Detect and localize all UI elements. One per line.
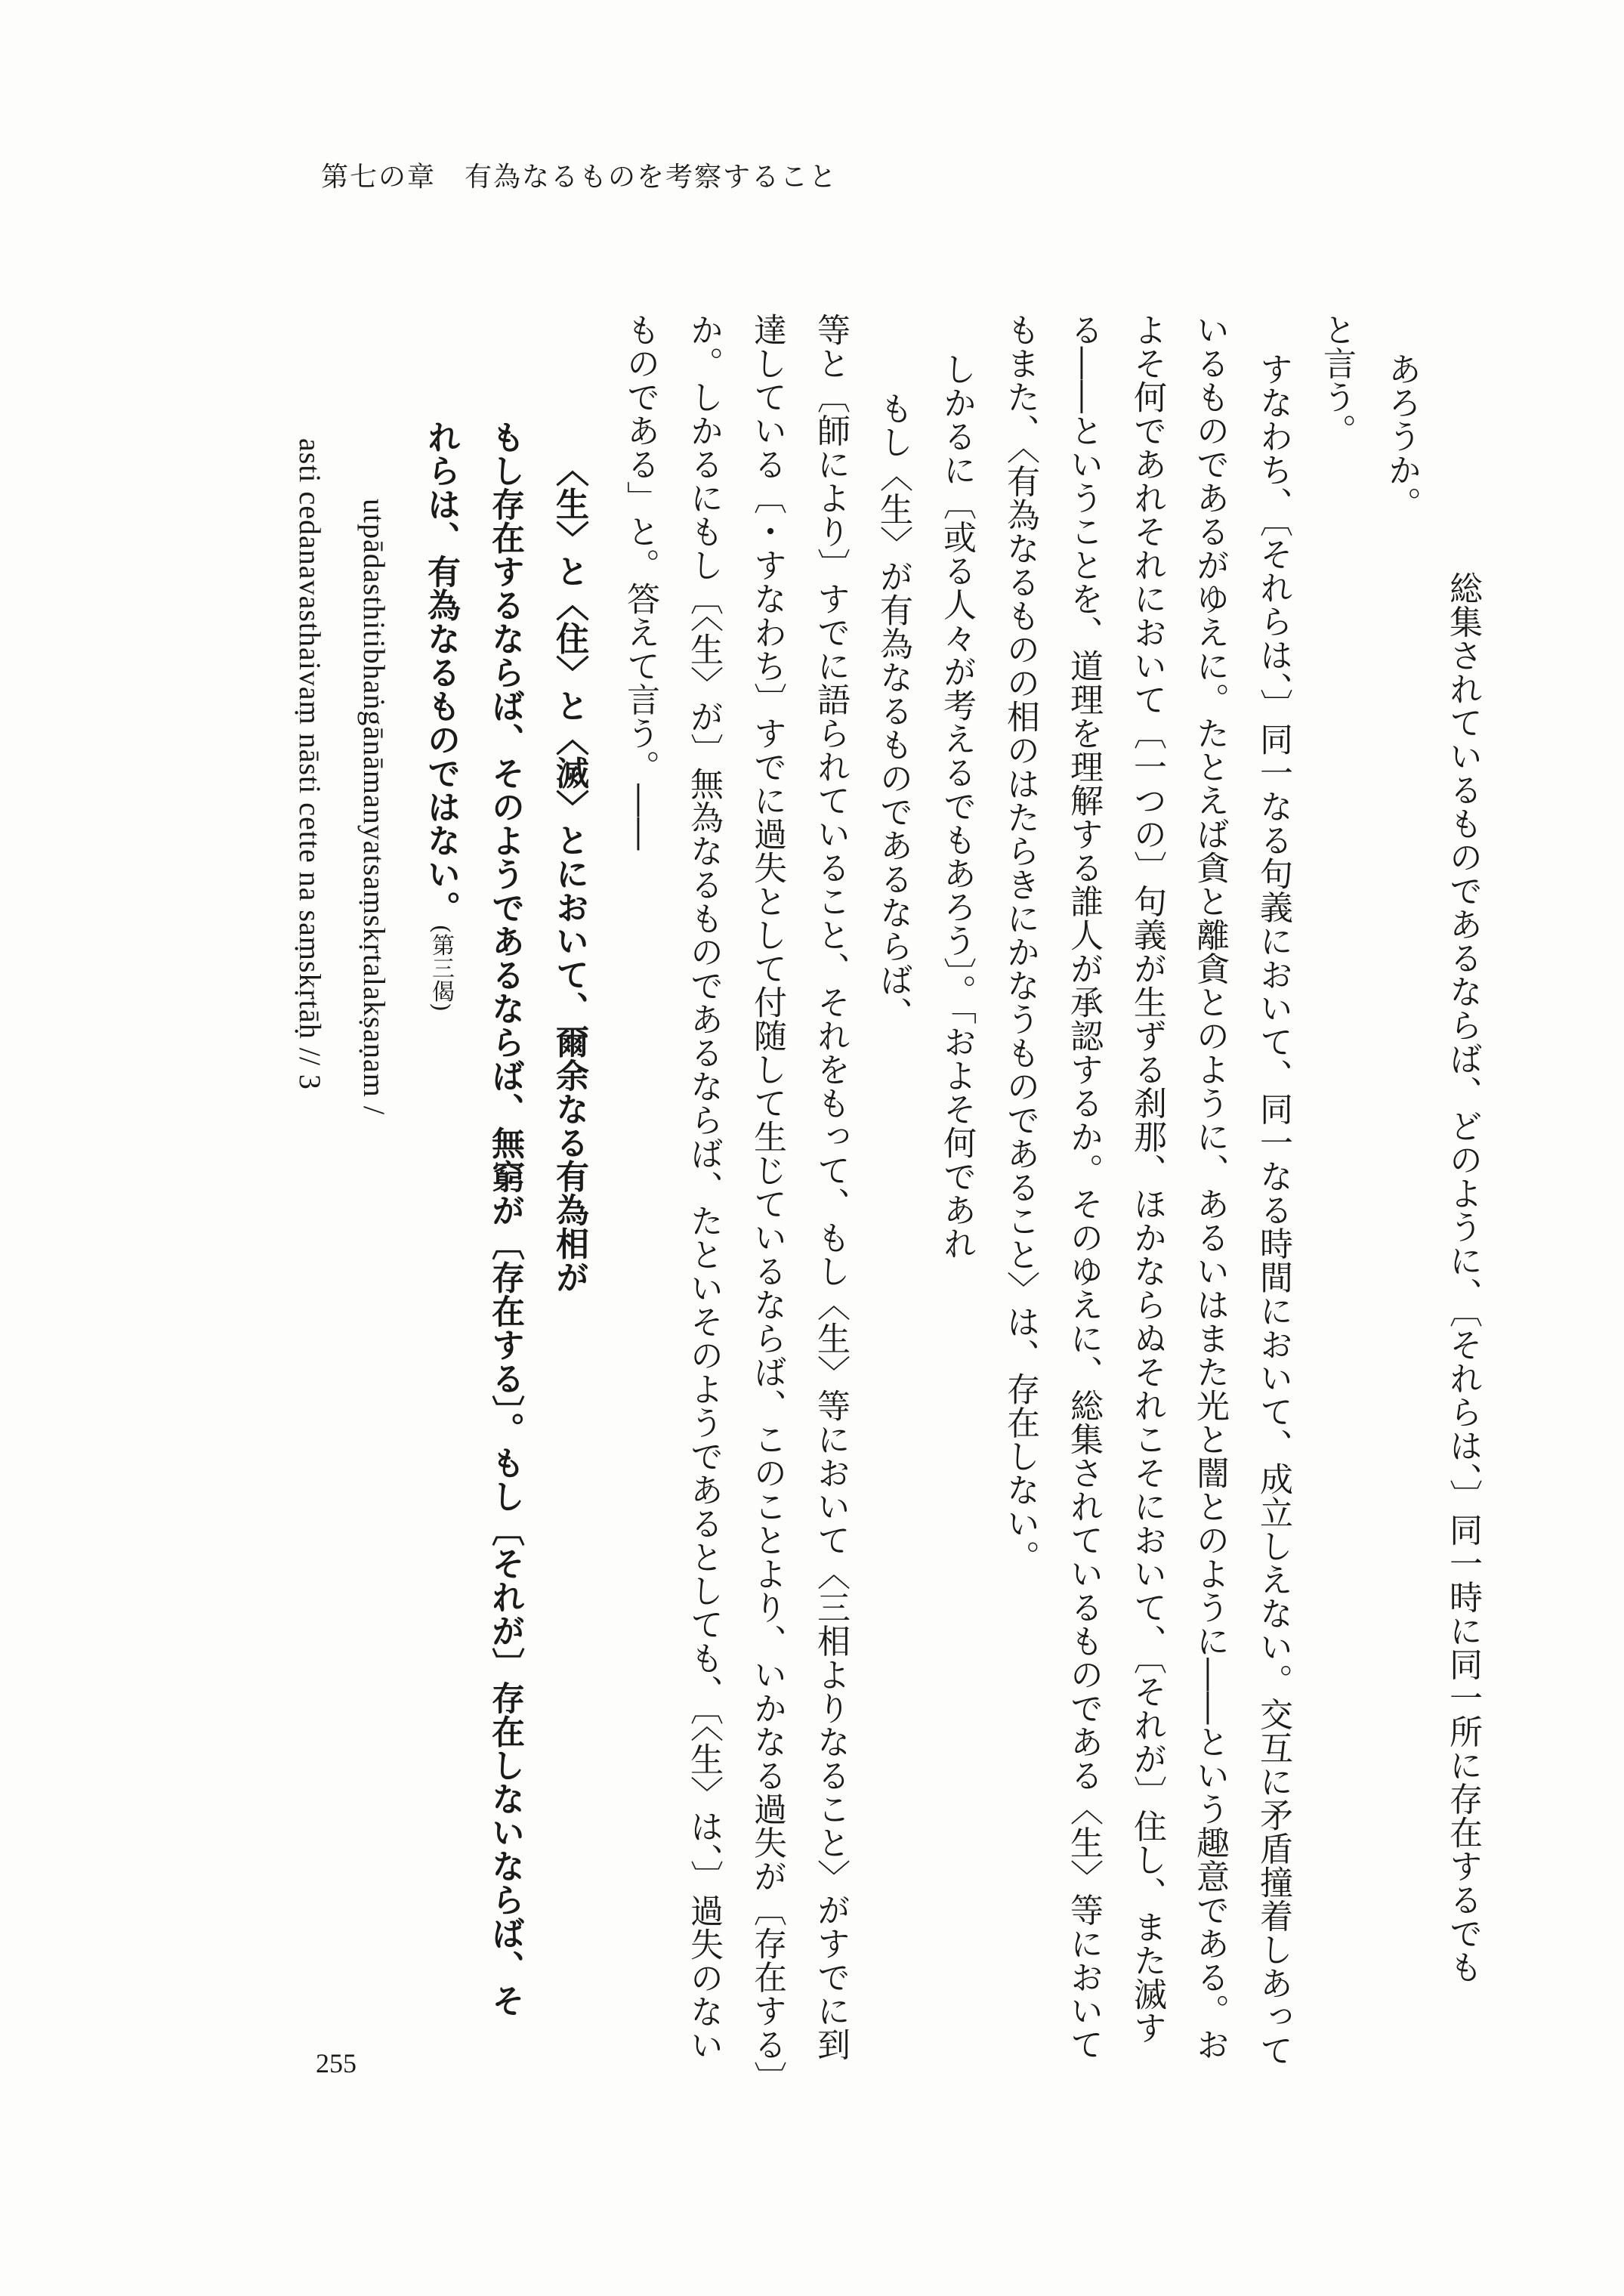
text-column: と言う。 xyxy=(1317,313,1356,447)
text-column: しかるに〔或る人々が考えるでもあろう〕。「およそ何であれ xyxy=(937,352,976,1260)
page-number: 255 xyxy=(316,2048,357,2078)
verse-line xyxy=(421,420,460,1012)
running-head: 第七の章 有為なるものを考察すること xyxy=(321,162,838,193)
text-column: か。しかるにもし〔〈生〉が〕無為なるものであるならば、たといそのようであるとしても、〔〈生〉は、〕過失のない xyxy=(684,313,723,2062)
verse-line: もし存在するならば、そのようであるならば、無窮が〔存在する〕。もし〔それが〕存在しないならば、そ xyxy=(486,420,524,2017)
verse-line: 〈生〉と〈住〉と〈滅〉とにおいて、爾余なる有為相が xyxy=(550,453,588,1294)
text-column: る――ということを、道理を理解する誰人が承認するか。そのゆえに、総集されているものである〈生〉等において xyxy=(1064,313,1103,2061)
text-column: あろうか。 xyxy=(1382,352,1421,521)
verse-note: (第三偈) xyxy=(428,924,454,1012)
text-column: 等と〔師により〕すでに語られていること、それをもって、もし〈生〉等において〈三相よりなること〉がすでに到 xyxy=(811,313,850,2061)
text-column: 総集されているものであるならば、どのように、〔それらは、〕同一時に同一所に存在するでも xyxy=(1443,571,1482,1984)
text-column: いるものであるがゆえに。たとえば貪と離貪とのように、あるいはまた光と闇とのように――という趣意である。お xyxy=(1190,313,1229,2061)
text-column: 達している〔・すなわち〕すでに過失として付随して生じているならば、このことより、いかなる過失が〔存在する〕 xyxy=(748,313,786,2095)
text-column: すなわち、〔それらは、〕同一なる句義において、同一なる時間において、成立しえない。交互に矛盾撞着しあって xyxy=(1254,352,1292,2067)
sanskrit-line: utpādasthitibhaṅgānāmanyatsaṃskṛtalakṣaṇam / xyxy=(357,499,391,1115)
text-column: もし〈生〉が有為なるものであるならば、 xyxy=(874,391,912,1031)
verse-text: れらは、有為なるものではない。 xyxy=(421,420,460,925)
text-column: よそ何であれそれにおいて〔一つの〕句義が生ずる刹那、ほかならぬそれこそにおいて、〔それが〕住し、また滅す xyxy=(1128,313,1166,2044)
text-column: ものである」と。答えて言う。―― xyxy=(621,313,659,851)
sanskrit-line: asti cedanavasthaivaṃ nāsti cette na saṃskṛtāḥ // 3 xyxy=(293,438,327,1090)
text-column: もまた、〈有為なるものの相のはたらきにかなうものであること〉は、存在しない。 xyxy=(1001,313,1039,1574)
